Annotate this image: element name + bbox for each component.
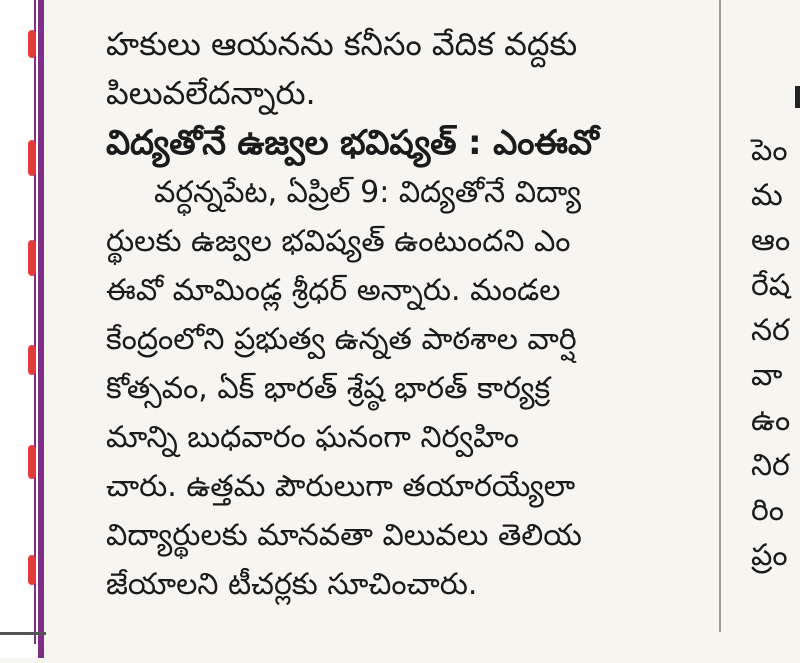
body-line: చారు. ఉత్తమ పౌరులుగా తయారయ్యేలా <box>106 469 576 504</box>
text-line: ప్రం <box>751 538 788 573</box>
text-line: హకులు ఆయనను కనీసం వేదిక వద్దకు <box>106 25 578 63</box>
text-line: పిలువలేదన్నారు. <box>106 74 316 112</box>
article-headline: విద్యతోనే ఉజ్వల భవిష్యత్ : ఎంఈవో <box>106 123 599 163</box>
body-line: ఈవో మామిండ్ల శ్రీధర్ అన్నారు. మండల <box>106 273 561 308</box>
text-line: ఉం <box>751 403 791 438</box>
ad-inner-border <box>4 0 36 644</box>
text-line: మ <box>751 178 783 213</box>
text-line: రిం <box>751 493 784 528</box>
body-line: కోత్సవం, ఏక్ భారత్ శ్రేష్ఠ భారత్ కార్యక్ర <box>106 371 551 406</box>
ad-red-mark <box>28 345 36 375</box>
text-line: నిర <box>751 448 790 483</box>
body-line: మాన్ని బుధవారం ఘనంగా నిర్వహిం <box>106 420 519 455</box>
previous-article-tail <box>106 20 577 118</box>
text-line: పెం <box>751 133 788 168</box>
body-line: జేయాలని టీచర్లకు సూచించారు. <box>106 567 478 602</box>
text-line: వా <box>751 358 783 393</box>
ad-bottom-rule <box>0 632 46 635</box>
column-divider <box>719 0 721 632</box>
ad-red-mark <box>28 140 36 176</box>
body-line: వర్ధన్నపేట, ఏప్రిల్ 9: విద్యతోనే విద్యా <box>154 175 582 210</box>
adjacent-column-cropped <box>745 0 800 663</box>
advertisement-box-edge <box>0 0 44 658</box>
text-line: రేష <box>751 268 791 303</box>
body-line: విద్యార్థులకు మానవతా విలువలు తెలియ <box>106 518 582 553</box>
ad-red-mark <box>28 30 36 58</box>
ad-red-mark <box>28 240 36 276</box>
article-body <box>106 168 582 609</box>
body-line: ర్థులకు ఉజ్వల భవిష్యత్ ఉంటుందని ఎం <box>106 224 571 259</box>
ad-red-mark <box>28 445 36 479</box>
body-line: కేంద్రంలోని ప్రభుత్వ ఉన్నత పాఠశాల వార్షి <box>106 322 577 357</box>
text-line: ఆం <box>751 223 791 258</box>
ad-red-mark <box>28 555 36 585</box>
text-line: నర <box>751 313 790 348</box>
